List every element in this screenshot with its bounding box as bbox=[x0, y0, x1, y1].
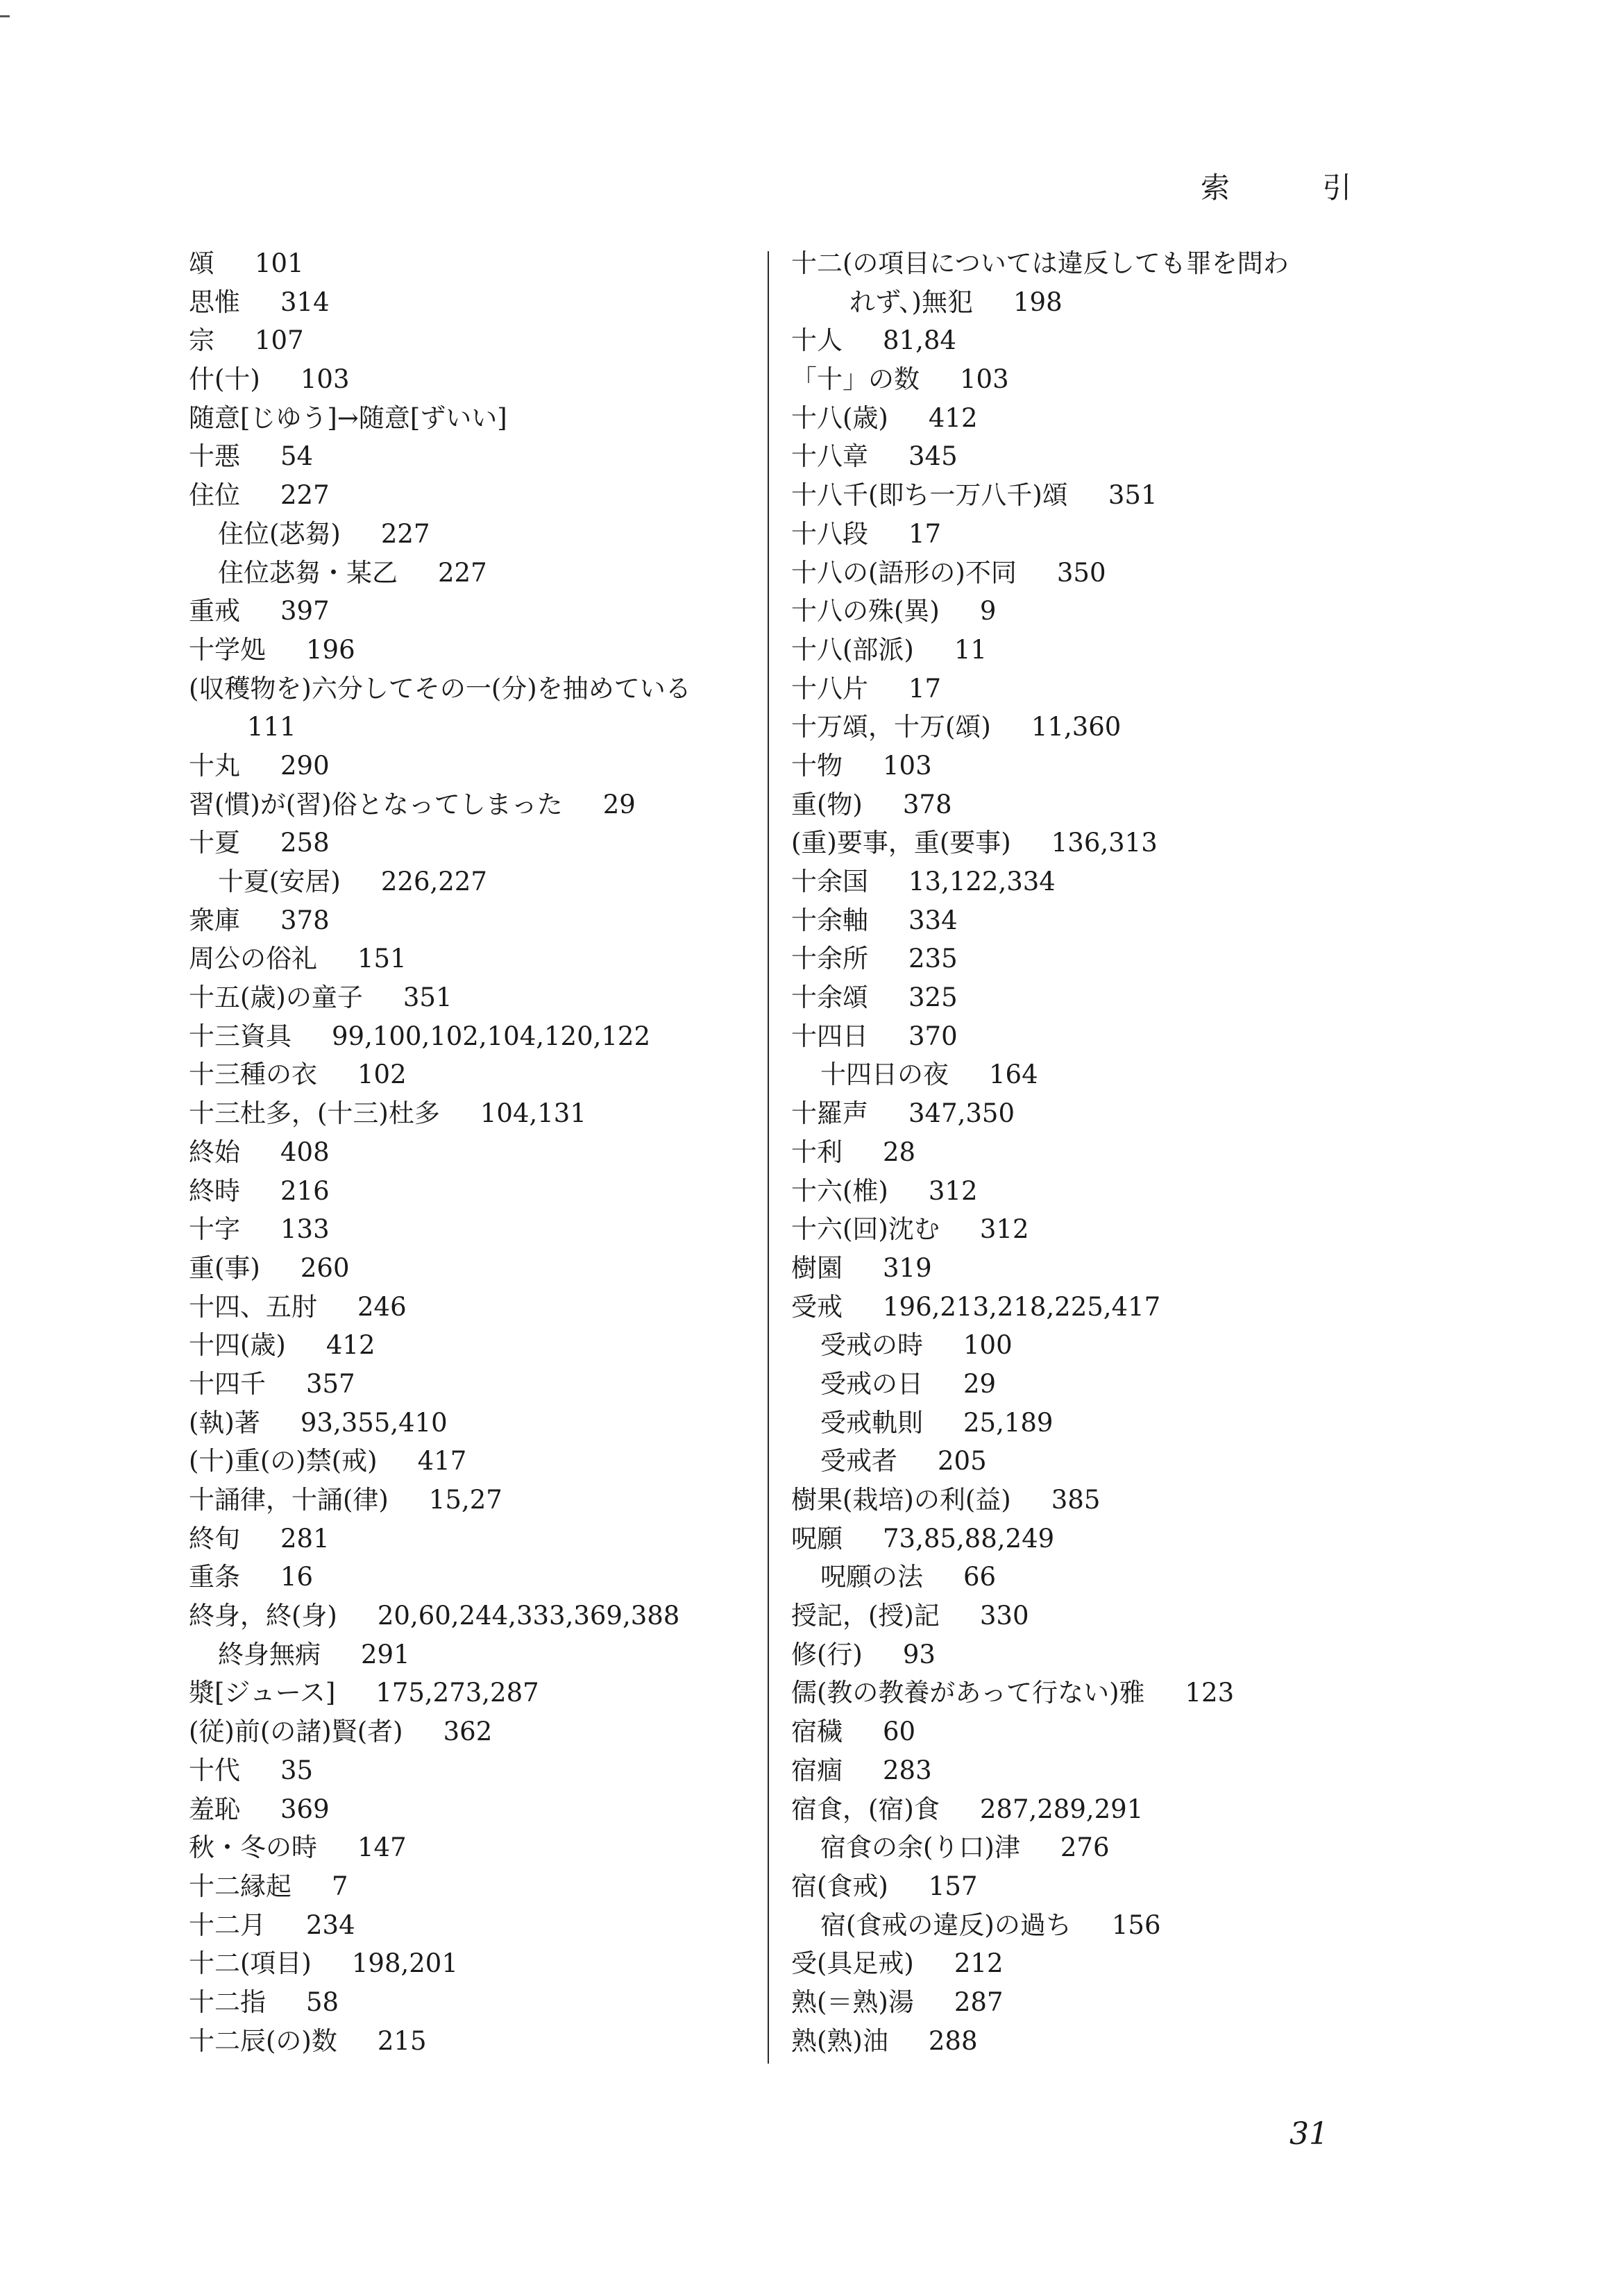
index-entry bbox=[189, 476, 800, 515]
index-term: 授記，(授)記 bbox=[791, 1601, 940, 1631]
index-term: (従)前(の諸)賢(者) bbox=[189, 1717, 403, 1747]
index-term: 十余頌 bbox=[791, 983, 868, 1013]
index-pages: 334 bbox=[908, 905, 958, 935]
index-entry bbox=[189, 1326, 800, 1365]
index-entry bbox=[791, 824, 1402, 862]
index-entry bbox=[791, 1210, 1402, 1249]
index-pages: 58 bbox=[306, 1987, 339, 2017]
index-pages: 227 bbox=[280, 480, 330, 511]
index-pages: 362 bbox=[443, 1717, 493, 1747]
index-entry bbox=[189, 1712, 800, 1751]
index-pages: 20,60,244,333,369,388 bbox=[377, 1601, 680, 1631]
index-entry bbox=[791, 1867, 1402, 1906]
index-pages: 357 bbox=[306, 1368, 355, 1399]
index-entry bbox=[189, 1828, 800, 1867]
index-entry bbox=[791, 978, 1402, 1017]
index-term: 終旬 bbox=[189, 1523, 240, 1554]
index-entry bbox=[189, 1790, 800, 1829]
index-entry bbox=[189, 1983, 800, 2022]
index-entry bbox=[791, 1906, 1402, 1945]
index-term: 十余軸 bbox=[791, 905, 868, 935]
scan-speck bbox=[0, 15, 10, 17]
index-term: 十三杜多，(十三)杜多 bbox=[189, 1098, 440, 1129]
index-entry bbox=[791, 1442, 1402, 1481]
index-term: 受戒の時 bbox=[820, 1330, 923, 1361]
index-entry bbox=[791, 1944, 1402, 1983]
index-term: 漿[ジュース] bbox=[189, 1678, 336, 1708]
index-term: れず、)無犯 bbox=[849, 287, 973, 317]
index-term: (重)要事，重(要事) bbox=[791, 828, 1011, 858]
index-entry bbox=[189, 437, 800, 476]
index-entry bbox=[189, 1481, 800, 1520]
index-term: 宿痼 bbox=[791, 1755, 843, 1785]
index-pages: 15,27 bbox=[428, 1485, 502, 1515]
index-pages: 151 bbox=[357, 944, 407, 974]
index-term: (執)著 bbox=[189, 1407, 260, 1438]
index-pages: 351 bbox=[1108, 480, 1158, 511]
index-pages: 66 bbox=[963, 1562, 997, 1592]
index-pages: 175,273,287 bbox=[375, 1678, 539, 1708]
index-term: 十三種の衣 bbox=[189, 1060, 317, 1090]
index-entry bbox=[791, 1790, 1402, 1829]
index-entry bbox=[189, 1288, 800, 1327]
index-entry bbox=[791, 708, 1402, 747]
index-entry bbox=[189, 670, 800, 708]
index-pages: 9 bbox=[979, 596, 997, 627]
index-pages: 93 bbox=[902, 1639, 936, 1669]
index-pages: 287,289,291 bbox=[979, 1794, 1144, 1824]
index-entry bbox=[189, 399, 800, 438]
index-pages: 147 bbox=[357, 1832, 407, 1863]
index-term: 「十」の数 bbox=[791, 364, 920, 395]
index-entry bbox=[791, 554, 1402, 593]
index-entry bbox=[189, 1017, 800, 1056]
index-entry bbox=[791, 1326, 1402, 1365]
index-term: 習(慣)が(習)俗となってしまった bbox=[189, 789, 563, 819]
index-term: 受戒軌則 bbox=[820, 1407, 923, 1438]
index-pages: 123 bbox=[1185, 1678, 1235, 1708]
index-pages: 312 bbox=[979, 1214, 1029, 1245]
index-term: 十四千 bbox=[189, 1368, 266, 1399]
index-entry bbox=[189, 592, 800, 631]
index-term: 重条 bbox=[189, 1562, 240, 1592]
index-pages: 234 bbox=[306, 1910, 355, 1940]
index-entry bbox=[791, 862, 1402, 901]
index-pages: 325 bbox=[908, 983, 958, 1013]
index-entry bbox=[791, 437, 1402, 476]
index-entry bbox=[189, 824, 800, 862]
index-column-left bbox=[189, 244, 800, 2060]
index-pages: 312 bbox=[928, 1175, 978, 1206]
index-pages: 283 bbox=[883, 1755, 932, 1785]
index-entry bbox=[189, 2022, 800, 2061]
index-entry bbox=[189, 939, 800, 978]
index-entry bbox=[791, 1828, 1402, 1867]
index-term: 宿食，(宿)食 bbox=[791, 1794, 940, 1824]
index-entry bbox=[791, 1055, 1402, 1094]
index-term: 思惟 bbox=[189, 287, 240, 317]
index-entry bbox=[189, 1558, 800, 1597]
index-pages: 369 bbox=[280, 1794, 330, 1824]
index-term: 重(事) bbox=[189, 1252, 260, 1283]
index-term: 修(行) bbox=[791, 1639, 863, 1669]
index-pages: 288 bbox=[928, 2025, 978, 2056]
index-entry bbox=[189, 862, 800, 901]
index-entry bbox=[189, 1674, 800, 1712]
index-pages: 102 bbox=[357, 1060, 407, 1090]
index-entry bbox=[189, 1404, 800, 1443]
index-pages: 28 bbox=[883, 1137, 916, 1167]
index-term: 十人 bbox=[791, 325, 843, 356]
index-term: 十六(回)沈む bbox=[791, 1214, 940, 1245]
index-pages: 156 bbox=[1111, 1910, 1161, 1940]
index-pages: 13,122,334 bbox=[908, 867, 1056, 896]
index-pages: 107 bbox=[255, 325, 304, 356]
index-pages: 351 bbox=[403, 983, 452, 1013]
index-entry bbox=[189, 1867, 800, 1906]
index-pages: 378 bbox=[902, 789, 952, 819]
index-pages: 397 bbox=[280, 596, 330, 627]
index-term: 重(物) bbox=[791, 789, 863, 819]
index-pages: 157 bbox=[928, 1871, 978, 1901]
index-term: 終時 bbox=[189, 1175, 240, 1206]
index-pages: 16 bbox=[280, 1562, 314, 1592]
index-entry bbox=[189, 901, 800, 940]
index-entry bbox=[189, 1442, 800, 1481]
index-pages: 347,350 bbox=[908, 1098, 1015, 1129]
index-pages: 291 bbox=[361, 1639, 410, 1669]
index-term: 十悪 bbox=[189, 441, 240, 472]
index-pages: 104,131 bbox=[480, 1098, 586, 1129]
index-entry bbox=[189, 1249, 800, 1288]
index-term: 十誦律，十誦(律) bbox=[189, 1485, 389, 1515]
index-term: 受戒の日 bbox=[820, 1368, 923, 1399]
index-entry bbox=[791, 1674, 1402, 1712]
index-term: 十四日の夜 bbox=[820, 1060, 949, 1090]
index-pages: 290 bbox=[280, 750, 330, 781]
index-entry bbox=[189, 360, 800, 399]
index-term: 十利 bbox=[791, 1137, 843, 1167]
index-pages: 198,201 bbox=[351, 1948, 458, 1979]
index-term: 熟(＝熟)湯 bbox=[791, 1987, 914, 2017]
index-term: 十八の殊(異) bbox=[791, 596, 940, 627]
index-pages: 215 bbox=[377, 2025, 427, 2056]
index-pages: 314 bbox=[280, 287, 330, 317]
index-pages: 212 bbox=[954, 1948, 1004, 1979]
index-entry bbox=[189, 978, 800, 1017]
index-pages: 133 bbox=[280, 1214, 330, 1245]
index-term: 受戒 bbox=[791, 1291, 843, 1322]
index-entry bbox=[791, 1751, 1402, 1790]
index-pages: 370 bbox=[908, 1021, 958, 1051]
index-entry bbox=[791, 747, 1402, 785]
index-pages: 345 bbox=[908, 441, 958, 472]
index-term: 住位 bbox=[189, 480, 240, 511]
index-term: 樹園 bbox=[791, 1252, 843, 1283]
index-term: 樹果(栽培)の利(益) bbox=[791, 1485, 1011, 1515]
index-entry bbox=[189, 1210, 800, 1249]
index-entry bbox=[791, 1249, 1402, 1288]
index-term: 熟(熟)油 bbox=[791, 2025, 888, 2056]
index-term: 十万頌，十万(頌) bbox=[791, 712, 991, 742]
index-term: 頌 bbox=[189, 248, 214, 278]
index-pages: 350 bbox=[1056, 557, 1106, 588]
index-pages: 25,189 bbox=[963, 1407, 1054, 1438]
index-entry bbox=[791, 1481, 1402, 1520]
index-entry bbox=[189, 554, 800, 593]
index-term: 十四、五肘 bbox=[189, 1291, 317, 1322]
index-pages: 198 bbox=[1013, 287, 1063, 317]
index-pages: 330 bbox=[979, 1601, 1029, 1631]
index-pages: 11,360 bbox=[1031, 712, 1122, 742]
index-entry bbox=[791, 1712, 1402, 1751]
index-term: 十学処 bbox=[189, 634, 266, 665]
index-term: 十夏(安居) bbox=[218, 867, 341, 896]
index-term: 十三資具 bbox=[189, 1021, 291, 1051]
index-pages: 29 bbox=[963, 1368, 997, 1399]
index-term: 秋・冬の時 bbox=[189, 1832, 317, 1863]
index-pages: 276 bbox=[1060, 1832, 1110, 1863]
index-entry bbox=[189, 1635, 800, 1674]
index-term: 十余所 bbox=[791, 944, 868, 974]
index-pages: 111 bbox=[247, 712, 296, 742]
index-pages: 412 bbox=[325, 1330, 375, 1361]
index-entry bbox=[791, 1597, 1402, 1635]
index-pages: 93,355,410 bbox=[300, 1407, 448, 1438]
index-entry bbox=[791, 360, 1402, 399]
index-entry bbox=[791, 1172, 1402, 1211]
index-pages: 196 bbox=[306, 634, 355, 665]
index-entry bbox=[189, 515, 800, 554]
index-term: 呪願の法 bbox=[820, 1562, 923, 1592]
index-pages: 35 bbox=[280, 1755, 314, 1785]
index-term: 宿穢 bbox=[791, 1717, 843, 1747]
index-pages: 378 bbox=[280, 905, 330, 935]
index-pages: 385 bbox=[1051, 1485, 1101, 1515]
index-term: 宿(食戒) bbox=[791, 1871, 888, 1901]
index-term: 随意[じゆう]→随意[ずいい] bbox=[189, 402, 507, 433]
index-entry bbox=[189, 785, 800, 824]
index-term: 十二(の項目については違反しても罪を問わ bbox=[791, 248, 1289, 278]
index-term: 住位苾芻・某乙 bbox=[218, 557, 398, 588]
index-term: 十物 bbox=[791, 750, 843, 781]
index-pages: 227 bbox=[380, 518, 430, 549]
index-entry bbox=[791, 1635, 1402, 1674]
index-entry bbox=[791, 1288, 1402, 1327]
index-term: 十四(歳) bbox=[189, 1330, 286, 1361]
index-pages: 7 bbox=[332, 1871, 348, 1901]
index-term: 宗 bbox=[189, 325, 214, 356]
page-header: 索 引 bbox=[1201, 171, 1394, 205]
index-entry bbox=[791, 1094, 1402, 1133]
index-entry bbox=[189, 1944, 800, 1983]
index-term: 十二(項目) bbox=[189, 1948, 312, 1979]
index-pages: 319 bbox=[883, 1252, 932, 1283]
index-pages: 17 bbox=[908, 518, 942, 549]
index-entry bbox=[791, 592, 1402, 631]
index-pages: 81,84 bbox=[883, 325, 956, 356]
index-term: 十六(椎) bbox=[791, 1175, 888, 1206]
index-pages: 216 bbox=[280, 1175, 330, 1206]
index-pages: 164 bbox=[989, 1060, 1038, 1090]
index-pages: 11 bbox=[954, 634, 987, 665]
index-pages: 227 bbox=[438, 557, 487, 588]
index-term: 呪願 bbox=[791, 1523, 843, 1554]
index-entry bbox=[791, 1520, 1402, 1558]
index-pages: 101 bbox=[255, 248, 304, 278]
index-entry bbox=[791, 901, 1402, 940]
index-entry bbox=[791, 1404, 1402, 1443]
index-term: 十八の(語形の)不同 bbox=[791, 557, 1017, 588]
index-term: 十八段 bbox=[791, 518, 868, 549]
index-entry bbox=[189, 244, 800, 283]
index-entry bbox=[791, 1983, 1402, 2022]
index-entry bbox=[189, 747, 800, 785]
index-pages: 287 bbox=[954, 1987, 1004, 2017]
index-term: 什(十) bbox=[189, 364, 260, 395]
index-term: 十八(部派) bbox=[791, 634, 914, 665]
index-entry bbox=[791, 670, 1402, 708]
index-pages: 226,227 bbox=[380, 867, 487, 896]
index-pages: 412 bbox=[928, 402, 978, 433]
index-entry bbox=[189, 1133, 800, 1172]
index-term: 十代 bbox=[189, 1755, 240, 1785]
index-term: 衆庫 bbox=[189, 905, 240, 935]
index-entry bbox=[791, 939, 1402, 978]
index-pages: 136,313 bbox=[1051, 828, 1158, 858]
index-entry bbox=[791, 631, 1402, 670]
index-pages: 100 bbox=[963, 1330, 1013, 1361]
index-term: 十八章 bbox=[791, 441, 868, 472]
index-entry bbox=[791, 1133, 1402, 1172]
index-pages: 281 bbox=[280, 1523, 330, 1554]
index-pages: 54 bbox=[280, 441, 314, 472]
index-entry bbox=[189, 1597, 800, 1635]
index-term: 羞恥 bbox=[189, 1794, 240, 1824]
index-term: 終身，終(身) bbox=[189, 1601, 337, 1631]
index-term: 十羅声 bbox=[791, 1098, 868, 1129]
index-pages: 29 bbox=[602, 789, 636, 819]
index-entry bbox=[791, 321, 1402, 360]
index-entry bbox=[189, 1520, 800, 1558]
index-entry bbox=[791, 399, 1402, 438]
index-pages: 408 bbox=[280, 1137, 330, 1167]
index-pages: 196,213,218,225,417 bbox=[883, 1291, 1161, 1322]
index-term: 十五(歳)の童子 bbox=[189, 983, 363, 1013]
index-entry bbox=[189, 283, 800, 322]
index-column-right bbox=[791, 244, 1402, 2060]
index-term: 十二指 bbox=[189, 1987, 266, 2017]
index-term: 十字 bbox=[189, 1214, 240, 1245]
index-term: 終始 bbox=[189, 1137, 240, 1167]
index-entry bbox=[189, 321, 800, 360]
index-entry bbox=[189, 708, 800, 747]
index-entry bbox=[189, 1055, 800, 1094]
index-entry bbox=[189, 1094, 800, 1133]
index-term: 儒(教の教養があって行ない)雅 bbox=[791, 1678, 1145, 1708]
index-term: 周公の俗礼 bbox=[189, 944, 317, 974]
index-entry bbox=[189, 1751, 800, 1790]
index-term: 十八(歳) bbox=[791, 402, 888, 433]
index-term: 十余国 bbox=[791, 867, 868, 896]
index-pages: 17 bbox=[908, 673, 942, 704]
index-term: 十四日 bbox=[791, 1021, 868, 1051]
index-term: 宿食の余(り口)津 bbox=[820, 1832, 1020, 1863]
index-term: 終身無病 bbox=[218, 1639, 321, 1669]
index-term: (十)重(の)禁(戒) bbox=[189, 1446, 378, 1477]
index-pages: 103 bbox=[960, 364, 1009, 395]
index-pages: 103 bbox=[300, 364, 350, 395]
index-term: 十二縁起 bbox=[189, 1871, 291, 1901]
column-divider bbox=[768, 251, 769, 2064]
index-entry bbox=[791, 515, 1402, 554]
index-pages: 260 bbox=[300, 1252, 350, 1283]
index-term: 十丸 bbox=[189, 750, 240, 781]
index-term: 十二辰(の)数 bbox=[189, 2025, 337, 2056]
index-term: 十二月 bbox=[189, 1910, 266, 1940]
index-entry bbox=[189, 1906, 800, 1945]
index-pages: 73,85,88,249 bbox=[883, 1523, 1055, 1554]
index-entry bbox=[189, 631, 800, 670]
index-term: 十八片 bbox=[791, 673, 868, 704]
index-entry bbox=[791, 283, 1402, 322]
index-term: 受戒者 bbox=[820, 1446, 897, 1477]
index-entry bbox=[791, 1558, 1402, 1597]
index-entry bbox=[791, 785, 1402, 824]
index-pages: 258 bbox=[280, 828, 330, 858]
index-term: 受(具足戒) bbox=[791, 1948, 914, 1979]
index-term: (収穫物を)六分してその一(分)を抽めている bbox=[189, 673, 691, 704]
index-entry bbox=[791, 1365, 1402, 1404]
page-number: 31 bbox=[1289, 2116, 1328, 2152]
index-term: 住位(苾芻) bbox=[218, 518, 341, 549]
index-pages: 205 bbox=[938, 1446, 987, 1477]
index-term: 十夏 bbox=[189, 828, 240, 858]
index-term: 宿(食戒の違反)の過ち bbox=[820, 1910, 1072, 1940]
index-pages: 246 bbox=[357, 1291, 407, 1322]
index-term: 十八千(即ち一万八千)頌 bbox=[791, 480, 1068, 511]
index-pages: 235 bbox=[908, 944, 958, 974]
index-entry bbox=[189, 1172, 800, 1211]
index-entry bbox=[791, 244, 1402, 283]
index-entry bbox=[791, 2022, 1402, 2061]
index-pages: 103 bbox=[883, 750, 932, 781]
index-pages: 417 bbox=[417, 1446, 467, 1477]
index-entry bbox=[791, 1017, 1402, 1056]
index-pages: 60 bbox=[883, 1717, 916, 1747]
index-pages: 99,100,102,104,120,122 bbox=[332, 1021, 650, 1051]
index-entry bbox=[791, 476, 1402, 515]
index-term: 重戒 bbox=[189, 596, 240, 627]
index-entry bbox=[189, 1365, 800, 1404]
